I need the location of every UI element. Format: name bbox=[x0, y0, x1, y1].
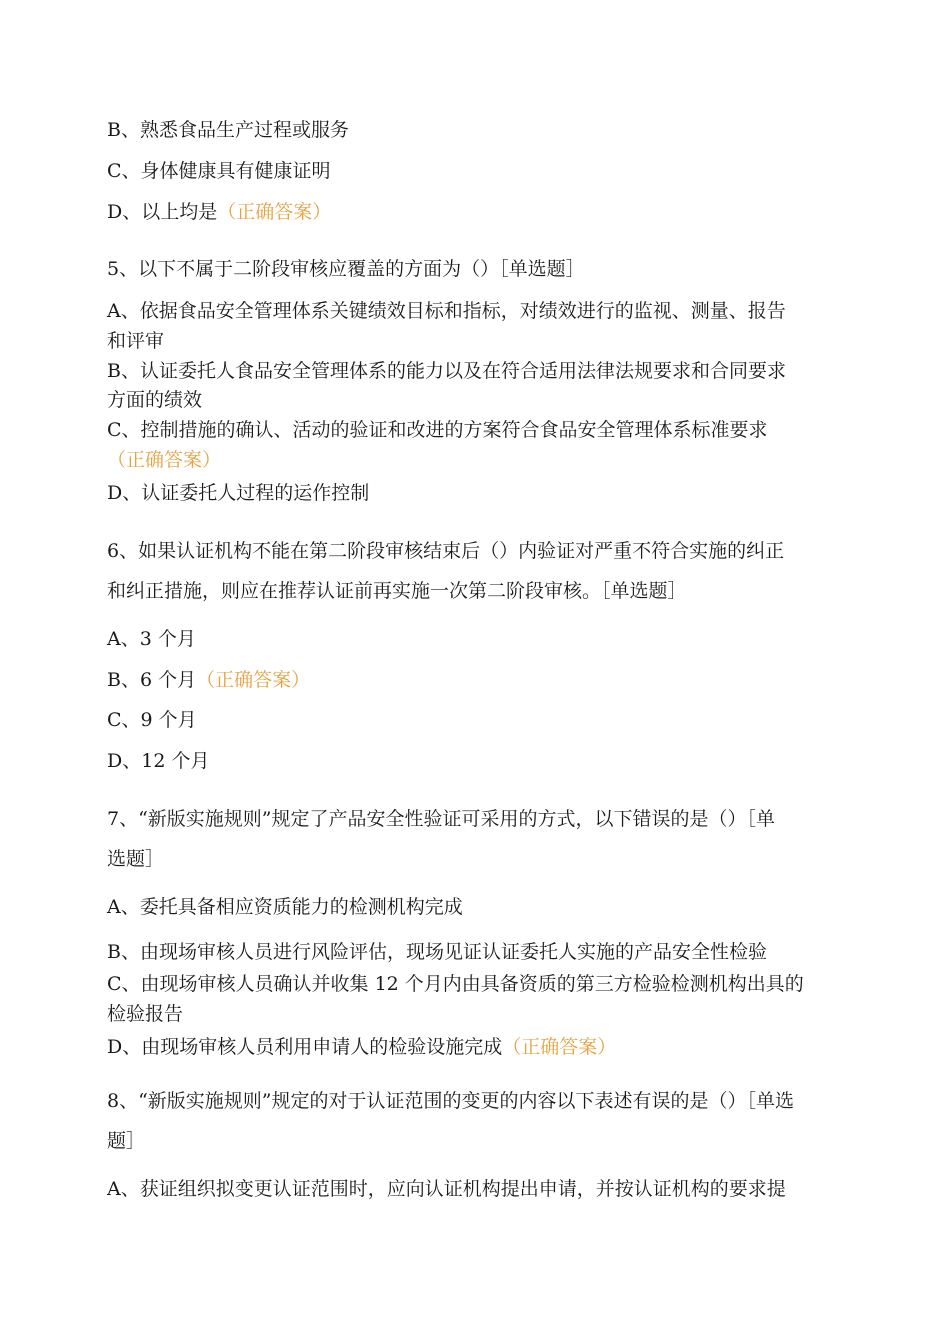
option-a-line: A、获证组织拟变更认证范围时，应向认证机构提出申请，并按认证机构的要求提 bbox=[107, 1178, 786, 1200]
question-8-line-continued: 题］ bbox=[107, 1130, 146, 1152]
option-d-line: D、由现场审核人员利用申请人的检验设施完成（正确答案） bbox=[107, 1036, 617, 1058]
option-c-line: C、身体健康具有健康证明 bbox=[107, 160, 331, 182]
option-c-line: C、控制措施的确认、活动的验证和改进的方案符合食品安全管理体系标准要求 bbox=[107, 419, 768, 441]
question-6-line: 6、如果认证机构不能在第二阶段审核结束后（）内验证对严重不符合实施的纠正 bbox=[107, 540, 785, 562]
option-c-line-continued bbox=[107, 445, 221, 475]
option-a-line-continued: 和评审 bbox=[107, 330, 165, 352]
option-b-line: B、认证委托人食品安全管理体系的能力以及在符合适用法律法规要求和合同要求 bbox=[107, 360, 786, 382]
correct-answer-mark: （正确答案） bbox=[196, 669, 311, 691]
correct-answer-mark: （正确答案） bbox=[217, 201, 332, 223]
question-8-line: 8、“新版实施规则”规定的对于认证范围的变更的内容以下表述有误的是（）［单选 bbox=[107, 1090, 795, 1112]
option-c-line: C、9 个月 bbox=[107, 709, 197, 731]
option-a-line: A、依据食品安全管理体系关键绩效目标和指标，对绩效进行的监视、测量、报告 bbox=[107, 300, 786, 322]
option-b-line: B、熟悉食品生产过程或服务 bbox=[107, 119, 349, 141]
option-c-line: C、由现场审核人员确认并收集 12 个月内由具备资质的第三方检验检测机构出具的 bbox=[107, 973, 804, 995]
question-7-line: 7、“新版实施规则”规定了产品安全性验证可采用的方式，以下错误的是（）［单 bbox=[107, 808, 776, 830]
option-b-line: B、6 个月（正确答案） bbox=[107, 669, 311, 691]
option-b-line: B、由现场审核人员进行风险评估，现场见证认证委托人实施的产品安全性检验 bbox=[107, 941, 767, 963]
option-d-line: D、以上均是（正确答案） bbox=[107, 201, 332, 223]
option-a-line: A、3 个月 bbox=[107, 628, 196, 650]
correct-answer-mark: （正确答案） bbox=[502, 1036, 617, 1058]
option-c-line-continued: 检验报告 bbox=[107, 1003, 184, 1025]
question-7-line-continued: 选题］ bbox=[107, 848, 165, 870]
question-5-line: 5、以下不属于二阶段审核应覆盖的方面为（）［单选题］ bbox=[107, 258, 585, 280]
option-a-line: A、委托具备相应资质能力的检测机构完成 bbox=[107, 896, 463, 918]
option-d-line: D、认证委托人过程的运作控制 bbox=[107, 482, 370, 504]
correct-answer-mark: （正确答案） bbox=[107, 449, 222, 471]
option-d-line: D、12 个月 bbox=[107, 750, 210, 772]
question-6-line-continued: 和纠正措施，则应在推荐认证前再实施一次第二阶段审核。［单选题］ bbox=[107, 580, 687, 602]
option-b-line-continued: 方面的绩效 bbox=[107, 389, 203, 411]
